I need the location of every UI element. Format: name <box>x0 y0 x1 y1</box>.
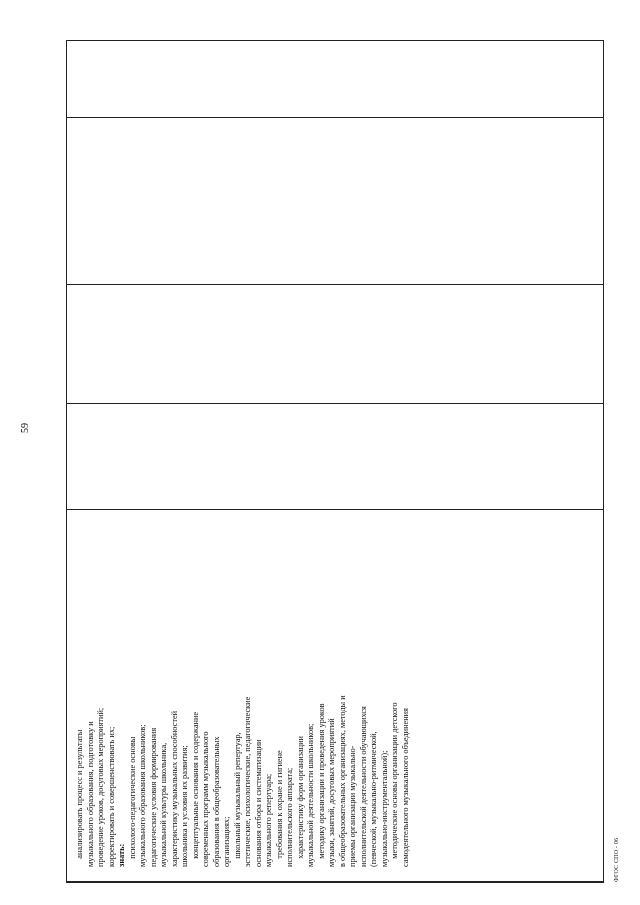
text-line: педагогические условия формирования <box>148 727 158 867</box>
text-line: методические основы организации детского <box>390 702 399 867</box>
text-line: образования в общеобразовательных <box>211 736 221 867</box>
text-line: музыкального образования, подготовку и <box>85 721 95 867</box>
text-line: характеристику музыкальных способностей <box>169 710 179 867</box>
text-line: корректировать и совершенствовать их; <box>106 726 116 867</box>
text-line: музыки, занятий, досуговых мероприятий <box>327 718 336 867</box>
text-line: требования к охране и гигиене <box>274 750 284 867</box>
text-line: исполнительского аппарата; <box>285 767 294 867</box>
text-line: психолого-педагогические основы <box>127 736 137 867</box>
text-line: методику организации и проведения уроков <box>316 703 326 867</box>
column-divider-3 <box>67 284 603 285</box>
text-line: анализировать процесс и результаты <box>75 729 84 867</box>
text-line: самодеятельного музыкального объединения <box>400 708 410 867</box>
column-divider-4 <box>67 117 603 118</box>
text-line: музыкально-инструментальной); <box>379 750 389 867</box>
page-number: 59 <box>20 423 31 433</box>
text-line: знать: <box>117 843 126 867</box>
text-line: основания отбора и систематизации <box>253 739 263 867</box>
column-divider-1 <box>67 509 603 510</box>
text-line: школьника и условия их развития; <box>180 745 189 867</box>
footer-code: ФГОС СПО - 06 <box>614 837 620 882</box>
text-line: проведение уроков, досуговых мероприятий; <box>96 707 105 867</box>
text-line: музыкального образования школьников; <box>138 724 147 867</box>
text-line: школьный музыкальный репертуар, <box>232 732 242 867</box>
text-line: (певческой, музыкально-ритмической, <box>369 731 378 867</box>
text-line: эстетические, психологические, педагогические <box>243 696 252 867</box>
text-line: в общеобразовательных организациях, методы и <box>337 695 347 867</box>
text-line: исполнительской деятельности обучающихся <box>358 706 368 867</box>
text-line: музыкальной деятельности школьников; <box>306 723 315 867</box>
text-line: приемы организации музыкально- <box>348 745 357 867</box>
text-line: концептуальные основания и содержание <box>190 711 200 867</box>
text-line: организациях; <box>222 816 231 867</box>
text-line: музыкальной культуры школьника, <box>159 742 168 867</box>
column-divider-2 <box>67 403 603 404</box>
curriculum-table <box>66 40 604 883</box>
text-line: характеристику форм организации <box>295 736 305 867</box>
column-divider-0 <box>67 881 603 882</box>
text-line: современных программ музыкального <box>201 731 210 867</box>
text-line: музыкального репертуара; <box>264 773 273 867</box>
skills-knowledge-cell <box>75 533 535 867</box>
